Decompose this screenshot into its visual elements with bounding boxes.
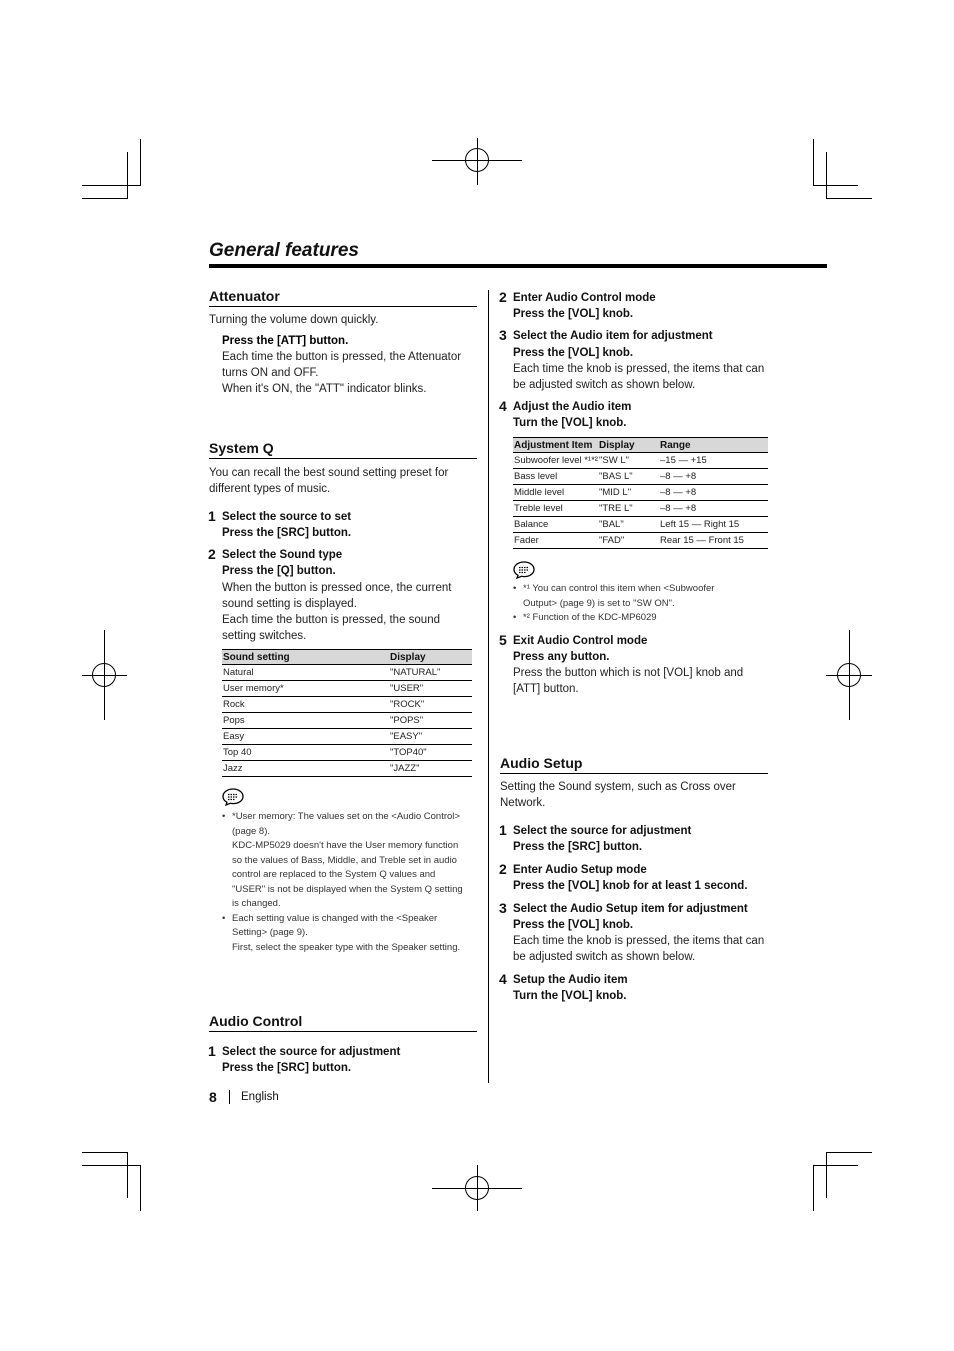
page-title: General features bbox=[209, 240, 359, 261]
step-title: Select the source for adjustment bbox=[513, 825, 692, 837]
step-action: Turn the [VOL] knob. bbox=[513, 417, 627, 429]
step-title: Enter Audio Control mode bbox=[513, 292, 656, 304]
step-number: 1 bbox=[208, 508, 216, 524]
step-desc: Press the button which is not [VOL] knob and bbox=[513, 667, 744, 679]
title-rule bbox=[209, 264, 827, 268]
audio-setup-heading: Audio Setup bbox=[500, 755, 768, 774]
step-desc: be adjusted switch as shown below. bbox=[513, 951, 696, 963]
system-q-intro: You can recall the best sound setting preset for bbox=[209, 467, 449, 479]
table-cell: "BAL" bbox=[598, 517, 659, 533]
table-cell: Fader bbox=[513, 533, 598, 549]
step-action: Press the [SRC] button. bbox=[222, 1062, 352, 1074]
sound-setting-table bbox=[222, 649, 472, 777]
step-desc: When the button is pressed once, the current bbox=[222, 582, 452, 594]
step-desc: Each time the knob is pressed, the items that can bbox=[513, 363, 765, 375]
step-desc: setting switches. bbox=[222, 630, 307, 642]
table-cell: –8 — +8 bbox=[659, 501, 768, 517]
step-number: 2 bbox=[208, 546, 216, 562]
bullet: • bbox=[513, 612, 517, 623]
footer-language: English bbox=[241, 1091, 279, 1103]
step-action: Press the [VOL] knob. bbox=[513, 347, 634, 359]
note-line: control are replaced to the System Q values and bbox=[232, 869, 436, 880]
table-cell: –8 — +8 bbox=[659, 469, 768, 485]
step-number: 2 bbox=[499, 861, 507, 877]
note-line: Output> (page 9) is set to "SW ON". bbox=[523, 597, 675, 609]
step-action: Turn the [VOL] knob. bbox=[513, 990, 627, 1002]
table-row bbox=[222, 729, 472, 745]
table-header: Sound setting bbox=[222, 650, 389, 665]
audio-setup-intro: Network. bbox=[500, 797, 546, 809]
table-cell: "FAD" bbox=[598, 533, 659, 549]
table-cell: Rear 15 — Front 15 bbox=[659, 533, 768, 549]
table-cell: "MID L" bbox=[598, 485, 659, 501]
step-number: 2 bbox=[499, 289, 507, 305]
table-cell: –8 — +8 bbox=[659, 485, 768, 501]
step-number: 1 bbox=[208, 1043, 216, 1059]
attenuator-desc: When it's ON, the "ATT" indicator blinks. bbox=[222, 383, 427, 395]
table-cell: "EASY" bbox=[389, 729, 472, 745]
step-title: Adjust the Audio item bbox=[513, 401, 632, 413]
step-action: Press the [SRC] button. bbox=[222, 527, 352, 539]
table-cell: Jazz bbox=[222, 761, 389, 777]
table-row bbox=[513, 517, 768, 533]
step-action: Press the [VOL] knob for at least 1 second. bbox=[513, 880, 748, 892]
table-header: Adjustment Item bbox=[513, 438, 598, 453]
step-number: 4 bbox=[499, 398, 507, 414]
step-title: Select the Audio Setup item for adjustment bbox=[513, 903, 748, 915]
step-desc: Each time the button is pressed, the sound bbox=[222, 614, 440, 626]
table-cell: Left 15 — Right 15 bbox=[659, 517, 768, 533]
bullet: • bbox=[513, 583, 517, 594]
table-cell: "TOP40" bbox=[389, 745, 472, 761]
attenuator-intro: Turning the volume down quickly. bbox=[209, 314, 379, 326]
table-row bbox=[513, 469, 768, 485]
attenuator-heading: Attenuator bbox=[209, 288, 477, 307]
table-row bbox=[513, 485, 768, 501]
step-number: 1 bbox=[499, 822, 507, 838]
note-line: *¹ You can control this item when <Subwoofer bbox=[523, 583, 715, 594]
step-number: 3 bbox=[499, 327, 507, 343]
audio-control-heading: Audio Control bbox=[209, 1013, 477, 1032]
column-divider bbox=[488, 290, 489, 1083]
table-cell: Middle level bbox=[513, 485, 598, 501]
step-action: Press the [SRC] button. bbox=[513, 841, 643, 853]
audio-setup-intro: Setting the Sound system, such as Cross over bbox=[500, 781, 736, 793]
table-row bbox=[222, 665, 472, 681]
note-line: *² Function of the KDC-MP6029 bbox=[523, 612, 657, 623]
table-cell: Top 40 bbox=[222, 745, 389, 761]
note-line: First, select the speaker type with the Speaker setting. bbox=[232, 941, 461, 953]
table-cell: "NATURAL" bbox=[389, 665, 472, 681]
table-header: Display bbox=[598, 438, 659, 453]
step-action: Press any button. bbox=[513, 651, 610, 663]
step-desc: be adjusted switch as shown below. bbox=[513, 379, 696, 391]
table-cell: "USER" bbox=[389, 681, 472, 697]
note-line: (page 8). bbox=[232, 825, 271, 837]
attenuator-desc: turns ON and OFF. bbox=[222, 367, 319, 379]
table-row bbox=[222, 697, 472, 713]
footer-divider bbox=[229, 1090, 230, 1104]
note-line: is changed. bbox=[232, 898, 281, 909]
note-line: Each setting value is changed with the <Speaker bbox=[232, 912, 438, 924]
system-q-notes bbox=[222, 810, 482, 955]
note-icon bbox=[513, 561, 535, 579]
table-row bbox=[222, 761, 472, 777]
page-number: 8 bbox=[209, 1089, 217, 1105]
table-cell: Easy bbox=[222, 729, 389, 745]
table-cell: "POPS" bbox=[389, 713, 472, 729]
table-cell: "ROCK" bbox=[389, 697, 472, 713]
table-cell: Subwoofer level *¹*² bbox=[513, 453, 598, 469]
table-row bbox=[513, 501, 768, 517]
table-cell: "JAZZ" bbox=[389, 761, 472, 777]
audio-control-table bbox=[513, 437, 768, 549]
bullet: • bbox=[222, 912, 226, 924]
step-desc: sound setting is displayed. bbox=[222, 598, 357, 610]
step-title: Select the source for adjustment bbox=[222, 1046, 401, 1058]
system-q-heading: System Q bbox=[209, 440, 477, 459]
note-line: KDC-MP5029 doesn't have the User memory function bbox=[232, 840, 459, 851]
step-number: 5 bbox=[499, 632, 507, 648]
audio-control-notes bbox=[513, 582, 773, 626]
table-header-row bbox=[222, 650, 472, 665]
step-title: Setup the Audio item bbox=[513, 974, 628, 986]
step-desc: [ATT] button. bbox=[513, 683, 579, 695]
step-title: Enter Audio Setup mode bbox=[513, 864, 647, 876]
table-header: Range bbox=[659, 438, 768, 453]
step-title: Select the source to set bbox=[222, 511, 352, 523]
note-line: "USER" is not be displayed when the System Q setting bbox=[232, 883, 463, 895]
table-cell: "TRE L" bbox=[598, 501, 659, 517]
step-action: Press the [VOL] knob. bbox=[513, 308, 634, 320]
step-number: 4 bbox=[499, 971, 507, 987]
table-cell: "SW L" bbox=[598, 453, 659, 469]
attenuator-action: Press the [ATT] button. bbox=[222, 335, 349, 347]
step-action: Press the [VOL] knob. bbox=[513, 919, 634, 931]
table-cell: Rock bbox=[222, 697, 389, 713]
table-row bbox=[513, 533, 768, 549]
step-title: Select the Audio item for adjustment bbox=[513, 330, 713, 342]
attenuator-desc: Each time the button is pressed, the Attenuator bbox=[222, 351, 462, 363]
table-cell: –15 — +15 bbox=[659, 453, 768, 469]
table-cell: Treble level bbox=[513, 501, 598, 517]
step-title: Exit Audio Control mode bbox=[513, 635, 648, 647]
table-cell: Natural bbox=[222, 665, 389, 681]
step-action: Press the [Q] button. bbox=[222, 565, 336, 577]
note-line: *User memory: The values set on the <Audio Control> bbox=[232, 811, 460, 822]
table-cell: Bass level bbox=[513, 469, 598, 485]
bullet: • bbox=[222, 811, 226, 822]
step-title: Select the Sound type bbox=[222, 549, 343, 561]
table-header-row bbox=[513, 438, 768, 453]
note-icon bbox=[222, 788, 244, 806]
system-q-intro: different types of music. bbox=[209, 483, 331, 495]
table-row bbox=[222, 745, 472, 761]
table-cell: Pops bbox=[222, 713, 389, 729]
table-cell: Balance bbox=[513, 517, 598, 533]
note-line: Setting> (page 9). bbox=[232, 927, 308, 938]
step-desc: Each time the knob is pressed, the items that can bbox=[513, 935, 765, 947]
note-line: so the values of Bass, Middle, and Treble set in audio bbox=[232, 854, 457, 866]
table-cell: "BAS L" bbox=[598, 469, 659, 485]
table-row bbox=[513, 453, 768, 469]
table-cell: User memory* bbox=[222, 681, 389, 697]
step-number: 3 bbox=[499, 900, 507, 916]
table-header: Display bbox=[389, 650, 472, 665]
table-row bbox=[222, 713, 472, 729]
table-row bbox=[222, 681, 472, 697]
